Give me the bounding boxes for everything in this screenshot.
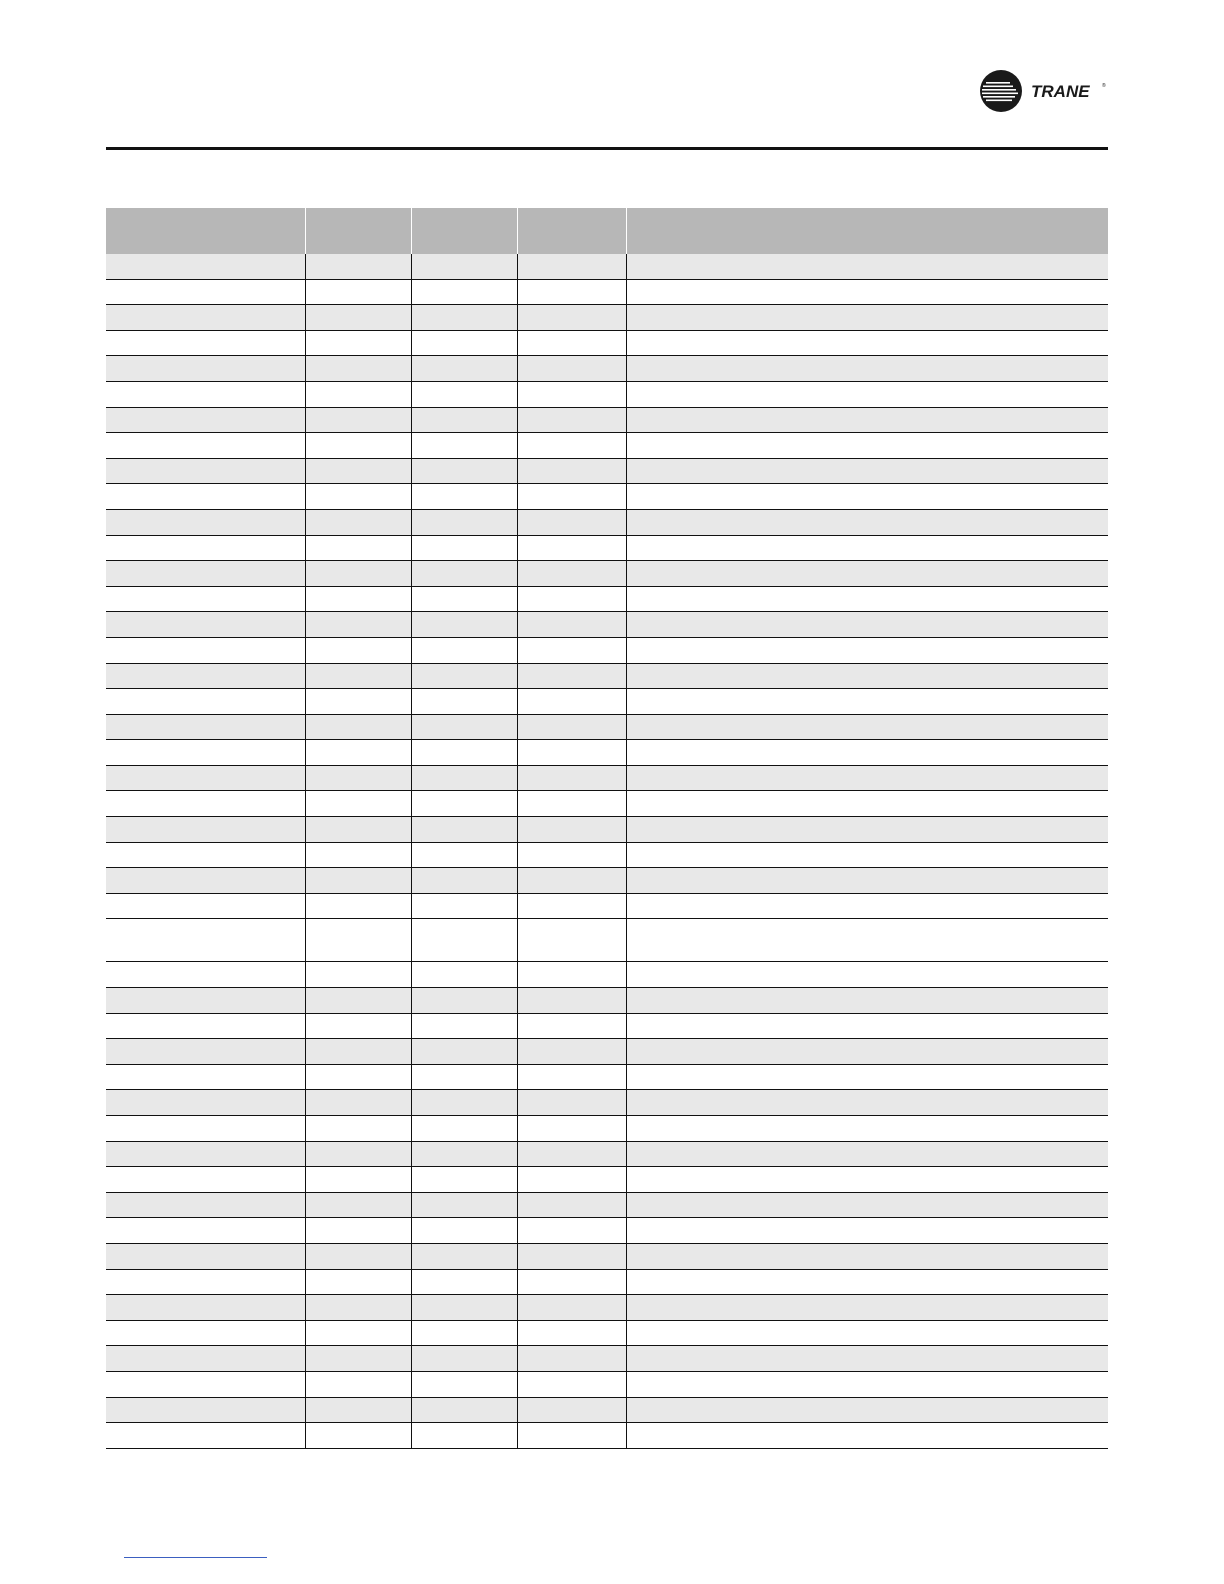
table-cell [106, 1039, 305, 1065]
table-cell [517, 962, 626, 988]
table-cell [305, 765, 411, 791]
table-cell [626, 1346, 1108, 1372]
table-cell [411, 305, 517, 331]
table-cell [411, 458, 517, 484]
table-row [106, 305, 1108, 331]
table-cell [626, 740, 1108, 766]
footer-link-underline [124, 1557, 267, 1558]
table-cell [305, 714, 411, 740]
table-cell [517, 1039, 626, 1065]
table-cell [411, 535, 517, 561]
table-cell [626, 1269, 1108, 1295]
table-cell [626, 1064, 1108, 1090]
table-cell [517, 689, 626, 715]
table-cell [411, 561, 517, 587]
table-row [106, 433, 1108, 459]
table-cell [517, 637, 626, 663]
table-cell [305, 1039, 411, 1065]
table-row [106, 893, 1108, 919]
table-cell [626, 305, 1108, 331]
table-cell [106, 433, 305, 459]
table-cell [106, 689, 305, 715]
table-cell [626, 1243, 1108, 1269]
table-cell [411, 817, 517, 843]
table-cell [411, 1371, 517, 1397]
table-cell [305, 1295, 411, 1321]
table-cell [411, 919, 517, 962]
table-cell [411, 868, 517, 894]
table-cell [106, 1320, 305, 1346]
table-cell [517, 919, 626, 962]
table-cell [106, 509, 305, 535]
table-cell [411, 254, 517, 279]
table-cell [626, 1116, 1108, 1142]
table-row [106, 1141, 1108, 1167]
table-cell [411, 1320, 517, 1346]
table-cell [517, 1371, 626, 1397]
data-table [106, 208, 1108, 1449]
table-row [106, 1295, 1108, 1321]
table-cell [517, 1243, 626, 1269]
table-row [106, 714, 1108, 740]
table-header-cell [411, 208, 517, 254]
table-cell [517, 356, 626, 382]
table-cell [626, 1295, 1108, 1321]
table-cell [626, 1192, 1108, 1218]
table-row [106, 1090, 1108, 1116]
table-cell [517, 381, 626, 407]
table-cell [411, 1167, 517, 1193]
table-row [106, 765, 1108, 791]
table-cell [106, 637, 305, 663]
table-cell [305, 868, 411, 894]
table-row [106, 637, 1108, 663]
table-cell [106, 791, 305, 817]
table-cell [517, 330, 626, 356]
table-cell [626, 561, 1108, 587]
table-cell [626, 842, 1108, 868]
table-cell [626, 279, 1108, 305]
table-cell [411, 893, 517, 919]
table-cell [411, 842, 517, 868]
table-cell [305, 279, 411, 305]
table-cell [626, 612, 1108, 638]
trane-logo [980, 70, 1110, 114]
table-cell [305, 1243, 411, 1269]
table-row [106, 1397, 1108, 1423]
table-cell [106, 1346, 305, 1372]
table-cell [305, 1269, 411, 1295]
table-cell [626, 381, 1108, 407]
table-cell [106, 1141, 305, 1167]
table-row [106, 919, 1108, 962]
table-cell [626, 484, 1108, 510]
table-cell [626, 1320, 1108, 1346]
table-cell [106, 279, 305, 305]
table-row [106, 279, 1108, 305]
table-cell [626, 433, 1108, 459]
table-cell [517, 279, 626, 305]
table-header-row [106, 208, 1108, 254]
table-cell [411, 279, 517, 305]
table-cell [517, 586, 626, 612]
table-cell [626, 817, 1108, 843]
table-cell [517, 535, 626, 561]
table-cell [305, 637, 411, 663]
table-cell [411, 663, 517, 689]
table-row [106, 817, 1108, 843]
table-cell [517, 817, 626, 843]
table-body [106, 254, 1108, 1448]
table-cell [305, 561, 411, 587]
table-row [106, 988, 1108, 1014]
table-cell [626, 1039, 1108, 1065]
table-row [106, 458, 1108, 484]
table-cell [411, 381, 517, 407]
table-cell [626, 893, 1108, 919]
table-header-cell [626, 208, 1108, 254]
table-cell [517, 893, 626, 919]
table-cell [411, 433, 517, 459]
header-rule [106, 147, 1108, 150]
table-cell [106, 714, 305, 740]
trane-logo-text: TRANE [1031, 82, 1090, 101]
table-cell [517, 1141, 626, 1167]
table-cell [106, 1243, 305, 1269]
table-cell [106, 356, 305, 382]
table-cell [517, 612, 626, 638]
table-cell [517, 561, 626, 587]
table-cell [411, 1013, 517, 1039]
table-cell [106, 962, 305, 988]
table-cell [106, 1192, 305, 1218]
table-cell [626, 254, 1108, 279]
table-cell [106, 1295, 305, 1321]
table-cell [411, 714, 517, 740]
table-row [106, 330, 1108, 356]
table-cell [626, 1218, 1108, 1244]
table-cell [106, 1218, 305, 1244]
table-cell [517, 663, 626, 689]
table-cell [305, 689, 411, 715]
table-cell [106, 1397, 305, 1423]
table-cell [106, 381, 305, 407]
table-cell [626, 765, 1108, 791]
table-cell [106, 988, 305, 1014]
table-row [106, 1243, 1108, 1269]
table-cell [517, 868, 626, 894]
table-cell [305, 586, 411, 612]
table-cell [305, 663, 411, 689]
table-cell [517, 1192, 626, 1218]
table-row [106, 842, 1108, 868]
table-cell [411, 1192, 517, 1218]
table-row [106, 1039, 1108, 1065]
table-row [106, 868, 1108, 894]
table-cell [106, 765, 305, 791]
trane-logo-icon [980, 70, 1022, 112]
table-cell [305, 1141, 411, 1167]
table-cell [106, 740, 305, 766]
table-cell [305, 1013, 411, 1039]
table-row [106, 561, 1108, 587]
table-row [106, 962, 1108, 988]
table-row [106, 407, 1108, 433]
table-cell [305, 381, 411, 407]
table-cell [106, 330, 305, 356]
table-row [106, 254, 1108, 279]
table-cell [305, 330, 411, 356]
table-cell [305, 1167, 411, 1193]
table-cell [411, 1218, 517, 1244]
table-cell [305, 612, 411, 638]
table-row [106, 535, 1108, 561]
svg-text:®: ® [1102, 83, 1106, 89]
table-cell [106, 561, 305, 587]
table-row [106, 1116, 1108, 1142]
table-cell [517, 433, 626, 459]
table-cell [517, 714, 626, 740]
table-cell [626, 791, 1108, 817]
table-cell [411, 1397, 517, 1423]
table-row [106, 356, 1108, 382]
table-cell [517, 1013, 626, 1039]
table-cell [106, 868, 305, 894]
table-cell [411, 356, 517, 382]
table-cell [411, 740, 517, 766]
table-cell [305, 458, 411, 484]
table-cell [411, 1116, 517, 1142]
table-cell [305, 740, 411, 766]
table-cell [106, 663, 305, 689]
table-cell [305, 1423, 411, 1449]
table-cell [517, 407, 626, 433]
table-row [106, 689, 1108, 715]
table-cell [626, 962, 1108, 988]
table-cell [305, 1371, 411, 1397]
table-cell [517, 509, 626, 535]
table-cell [517, 740, 626, 766]
table-cell [626, 1090, 1108, 1116]
table-header-cell [517, 208, 626, 254]
table-cell [411, 1243, 517, 1269]
table-cell [517, 1269, 626, 1295]
table-cell [305, 1397, 411, 1423]
table-cell [626, 988, 1108, 1014]
table-cell [626, 509, 1108, 535]
table-cell [305, 791, 411, 817]
table-cell [106, 1064, 305, 1090]
table-row [106, 612, 1108, 638]
table-cell [517, 1090, 626, 1116]
table-cell [305, 433, 411, 459]
table-row [106, 509, 1108, 535]
table-cell [626, 407, 1108, 433]
table-cell [106, 842, 305, 868]
table-cell [626, 689, 1108, 715]
table-cell [517, 1218, 626, 1244]
table-cell [626, 535, 1108, 561]
table-cell [411, 1423, 517, 1449]
table-cell [106, 1371, 305, 1397]
table-cell [411, 1269, 517, 1295]
table-cell [517, 1423, 626, 1449]
table-cell [411, 791, 517, 817]
table-row [106, 1192, 1108, 1218]
table-cell [411, 1064, 517, 1090]
table-cell [106, 458, 305, 484]
table-cell [517, 1346, 626, 1372]
table-cell [517, 765, 626, 791]
table-cell [626, 1013, 1108, 1039]
table-cell [517, 1320, 626, 1346]
table-cell [517, 842, 626, 868]
table-cell [305, 1320, 411, 1346]
table-row [106, 586, 1108, 612]
table-cell [517, 1295, 626, 1321]
table-cell [411, 407, 517, 433]
table-cell [411, 612, 517, 638]
table-cell [106, 1013, 305, 1039]
table-cell [106, 919, 305, 962]
table-row [106, 1346, 1108, 1372]
table-cell [517, 1064, 626, 1090]
table-cell [626, 919, 1108, 962]
table-cell [305, 1192, 411, 1218]
table-cell [106, 1167, 305, 1193]
table-cell [106, 612, 305, 638]
table-cell [411, 1346, 517, 1372]
table-cell [411, 1295, 517, 1321]
table-row [106, 1167, 1108, 1193]
table-cell [626, 1371, 1108, 1397]
table-cell [106, 1090, 305, 1116]
table-cell [517, 1116, 626, 1142]
table-cell [411, 962, 517, 988]
table-cell [305, 919, 411, 962]
table-cell [626, 586, 1108, 612]
table-cell [106, 893, 305, 919]
table-cell [106, 817, 305, 843]
table-row [106, 1320, 1108, 1346]
table-cell [411, 689, 517, 715]
table-cell [517, 1167, 626, 1193]
table-cell [305, 817, 411, 843]
table-cell [411, 765, 517, 791]
table-cell [305, 407, 411, 433]
table-cell [305, 893, 411, 919]
table-cell [517, 458, 626, 484]
table-header-cell [305, 208, 411, 254]
table-cell [305, 988, 411, 1014]
table-row [106, 1064, 1108, 1090]
table-row [106, 1013, 1108, 1039]
table-cell [305, 1064, 411, 1090]
table-cell [305, 484, 411, 510]
table-row [106, 1371, 1108, 1397]
table-cell [411, 637, 517, 663]
table-cell [626, 637, 1108, 663]
table-row [106, 1423, 1108, 1449]
table-cell [106, 305, 305, 331]
table-cell [106, 586, 305, 612]
table-cell [626, 458, 1108, 484]
table-cell [626, 1141, 1108, 1167]
table-cell [106, 1423, 305, 1449]
table-row [106, 1269, 1108, 1295]
table-cell [411, 1039, 517, 1065]
table-cell [626, 356, 1108, 382]
table-cell [106, 407, 305, 433]
table-row [106, 484, 1108, 510]
table-cell [626, 714, 1108, 740]
table-cell [305, 254, 411, 279]
table-cell [517, 1397, 626, 1423]
table-cell [517, 988, 626, 1014]
table-cell [305, 1218, 411, 1244]
table-cell [626, 330, 1108, 356]
table-cell [305, 962, 411, 988]
table-row [106, 381, 1108, 407]
table-row [106, 663, 1108, 689]
table-cell [106, 254, 305, 279]
table-cell [106, 1116, 305, 1142]
table-cell [626, 663, 1108, 689]
table-cell [411, 1141, 517, 1167]
table-cell [411, 1090, 517, 1116]
table-header-cell [106, 208, 305, 254]
table-cell [305, 1116, 411, 1142]
table-cell [517, 305, 626, 331]
table-cell [626, 868, 1108, 894]
table-cell [411, 484, 517, 510]
table-row [106, 740, 1108, 766]
table-cell [626, 1423, 1108, 1449]
table-cell [305, 842, 411, 868]
table-cell [305, 305, 411, 331]
table-cell [305, 1090, 411, 1116]
table-cell [305, 356, 411, 382]
table-cell [106, 535, 305, 561]
table-row [106, 791, 1108, 817]
table-cell [106, 484, 305, 510]
table-cell [106, 1269, 305, 1295]
table-cell [411, 330, 517, 356]
table-cell [305, 535, 411, 561]
table-cell [305, 509, 411, 535]
table-cell [411, 509, 517, 535]
table-cell [517, 254, 626, 279]
table-row [106, 1218, 1108, 1244]
table-cell [305, 1346, 411, 1372]
table-cell [517, 791, 626, 817]
table-cell [626, 1397, 1108, 1423]
table-cell [626, 1167, 1108, 1193]
table-cell [517, 484, 626, 510]
table-cell [411, 586, 517, 612]
table-cell [411, 988, 517, 1014]
